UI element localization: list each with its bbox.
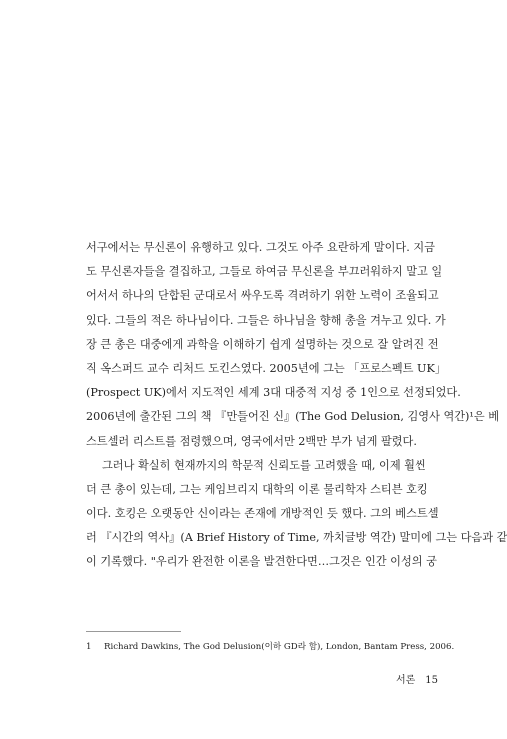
text-line-2: 도 무신론자들을 결집하고, 그들로 하여금 무신론을 부끄러워하지 말고 일 [86,265,443,279]
text-line-3: 어서서 하나의 단합된 군대로서 싸우도록 격려하기 위한 노력이 조율되고 [86,289,439,303]
footnote-number: 1 [86,642,92,652]
text-line-4: 있다. 그들의 적은 하나님이다. 그들은 하나님을 향해 총을 겨누고 있다. 가 [86,313,446,327]
text-line-12: 이다. 호킹은 오랫동안 신이라는 존재에 개방적인 듯 했다. 그의 베스트셀 [86,507,439,521]
text-line-7: (Prospect UK)에서 지도적인 세계 3대 대중적 지성 중 1인으로 선정되었다. [86,386,461,400]
text-line-11: 더 큰 총이 있는데, 그는 케임브리지 대학의 이론 물리학자 스티븐 호킹 [86,482,428,496]
text-line-10: 그러나 확실히 현재까지의 학문적 신뢰도를 고려했을 때, 이제 훨씬 [102,458,426,472]
footnote-text: Richard Dawkins, The God Delusion(이하 GD라 함), London, Bantam Press, 2006. [104,642,455,652]
text-line-14: 이 기록했다. "우리가 완전한 이론을 발견한다면…그것은 인간 이성의 궁 [86,555,437,569]
page-number: 15 [425,675,438,686]
text-line-9: 스트셀러 리스트를 점령했으며, 영국에서만 2백만 부가 넘게 팔렸다. [86,434,417,448]
text-line-13: 러 『시간의 역사』(A Brief History of Time, 까치글방 역간) 말미에 그는 다음과 같 [86,531,507,545]
text-line-8: 2006년에 출간된 그의 책 『만들어진 신』(The God Delusion, 김영사 역간)¹은 베 [86,410,500,424]
text-line-5: 장 큰 총은 대중에게 과학을 이해하기 쉽게 설명하는 것으로 잘 알려진 전 [86,337,439,351]
running-footer [396,675,438,687]
body-text [86,236,507,575]
text-line-1: 서구에서는 무신론이 유행하고 있다. 그것도 아주 요란하게 말이다. 지금 [86,241,435,254]
footnote-divider [86,631,181,632]
footnote [86,641,455,653]
section-title: 서론 [395,675,416,686]
text-line-6: 직 옥스퍼드 교수 리처드 도킨스였다. 2005년에 그는 「프로스펙트 UK」 [86,361,447,375]
